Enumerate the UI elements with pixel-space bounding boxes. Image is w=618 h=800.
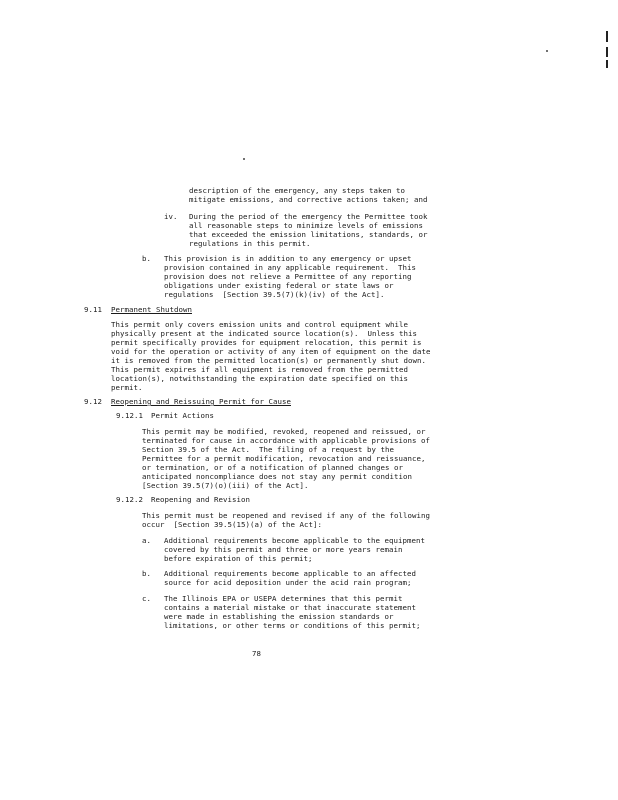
scan-speck-2 <box>243 158 245 160</box>
item-iv-line-3: that exceeded the emission limitations, standards, or <box>189 230 428 239</box>
change-bar-1 <box>606 31 608 42</box>
item-iv-line-1: During the period of the emergency the Permittee took <box>189 212 428 221</box>
emergency-line-2: mitigate emissions, and corrective actions taken; and <box>189 195 428 204</box>
item-iv-marker: iv. <box>164 212 178 221</box>
change-bar-3 <box>606 60 608 68</box>
item-c-line-4: limitations, or other terms or conditions of this permit; <box>164 621 421 630</box>
section-9-12-1-line-2: terminated for cause in accordance with applicable provisions of <box>142 436 430 445</box>
section-9-12-heading: Reopening and Reissuing Permit for Cause <box>111 397 291 406</box>
section-9-11-line-1: This permit only covers emission units and control equipment while <box>111 320 408 329</box>
section-9-11-line-6: This permit expires if all equipment is removed from the permitted <box>111 365 408 374</box>
item-b-line-2: source for acid deposition under the acid rain program; <box>164 578 412 587</box>
section-9-11-line-5: it is removed from the permitted location(s) or permanently shut down. <box>111 356 426 365</box>
section-9-12-1-line-3: Section 39.5 of the Act. The filing of a request by the <box>142 445 394 454</box>
section-9-12-1-line-5: or termination, or of a notification of planned changes or <box>142 463 403 472</box>
section-9-12-1-line-7: [Section 39.5(7)(o)(iii) of the Act]. <box>142 481 309 490</box>
item-iv-line-2: all reasonable steps to minimize levels of emissions <box>189 221 423 230</box>
item-b-top-marker: b. <box>142 254 151 263</box>
section-9-11-heading: Permanent Shutdown <box>111 305 192 314</box>
section-9-12-1-line-6: anticipated noncompliance does not stay any permit condition <box>142 472 412 481</box>
item-b-top-line-4: obligations under existing federal or state laws or <box>164 281 394 290</box>
item-a-line-2: covered by this permit and three or more years remain <box>164 545 403 554</box>
section-9-11-number: 9.11 <box>84 305 102 314</box>
item-c-marker: c. <box>142 594 151 603</box>
item-b-top-line-1: This provision is in addition to any emergency or upset <box>164 254 412 263</box>
page-number: 78 <box>252 649 261 658</box>
item-c-line-2: contains a material mistake or that inaccurate statement <box>164 603 416 612</box>
item-b-line-1: Additional requirements become applicable to an affected <box>164 569 416 578</box>
item-iv-line-4: regulations in this permit. <box>189 239 311 248</box>
section-9-12-number: 9.12 <box>84 397 102 406</box>
item-c-line-1: The Illinois EPA or USEPA determines that this permit <box>164 594 403 603</box>
section-9-11-line-2: physically present at the indicated source location(s). Unless this <box>111 329 417 338</box>
item-a-line-1: Additional requirements become applicable to the equipment <box>164 536 425 545</box>
section-9-11-line-4: void for the operation or activity of any item of equipment on the date <box>111 347 431 356</box>
emergency-line-1: description of the emergency, any steps taken to <box>189 186 405 195</box>
section-9-12-2-line-1: This permit must be reopened and revised if any of the following <box>142 511 430 520</box>
item-c-line-3: were made in establishing the emission standards or <box>164 612 394 621</box>
section-9-12-2-number: 9.12.2 <box>116 495 143 504</box>
item-a-line-3: before expiration of this permit; <box>164 554 313 563</box>
section-9-12-1-line-1: This permit may be modified, revoked, reopened and reissued, or <box>142 427 426 436</box>
section-9-11-line-7: location(s), notwithstanding the expiration date specified on this <box>111 374 408 383</box>
item-a-marker: a. <box>142 536 151 545</box>
section-9-12-1-line-4: Permittee for a permit modification, revocation and reissuance, <box>142 454 426 463</box>
item-b-top-line-5: regulations [Section 39.5(7)(k)(iv) of the Act]. <box>164 290 385 299</box>
section-9-12-2-heading: Reopening and Revision <box>151 495 250 504</box>
item-b-marker: b. <box>142 569 151 578</box>
section-9-12-1-number: 9.12.1 <box>116 411 143 420</box>
section-9-12-1-heading: Permit Actions <box>151 411 214 420</box>
change-bar-2 <box>606 47 608 57</box>
item-b-top-line-3: provision does not relieve a Permittee of any reporting <box>164 272 412 281</box>
section-9-11-line-8: permit. <box>111 383 143 392</box>
scan-speck-1 <box>546 50 548 52</box>
item-b-top-line-2: provision contained in any applicable requirement. This <box>164 263 416 272</box>
section-9-12-2-line-2: occur [Section 39.5(15)(a) of the Act]: <box>142 520 322 529</box>
section-9-11-line-3: permit specifically provides for equipment relocation, this permit is <box>111 338 422 347</box>
